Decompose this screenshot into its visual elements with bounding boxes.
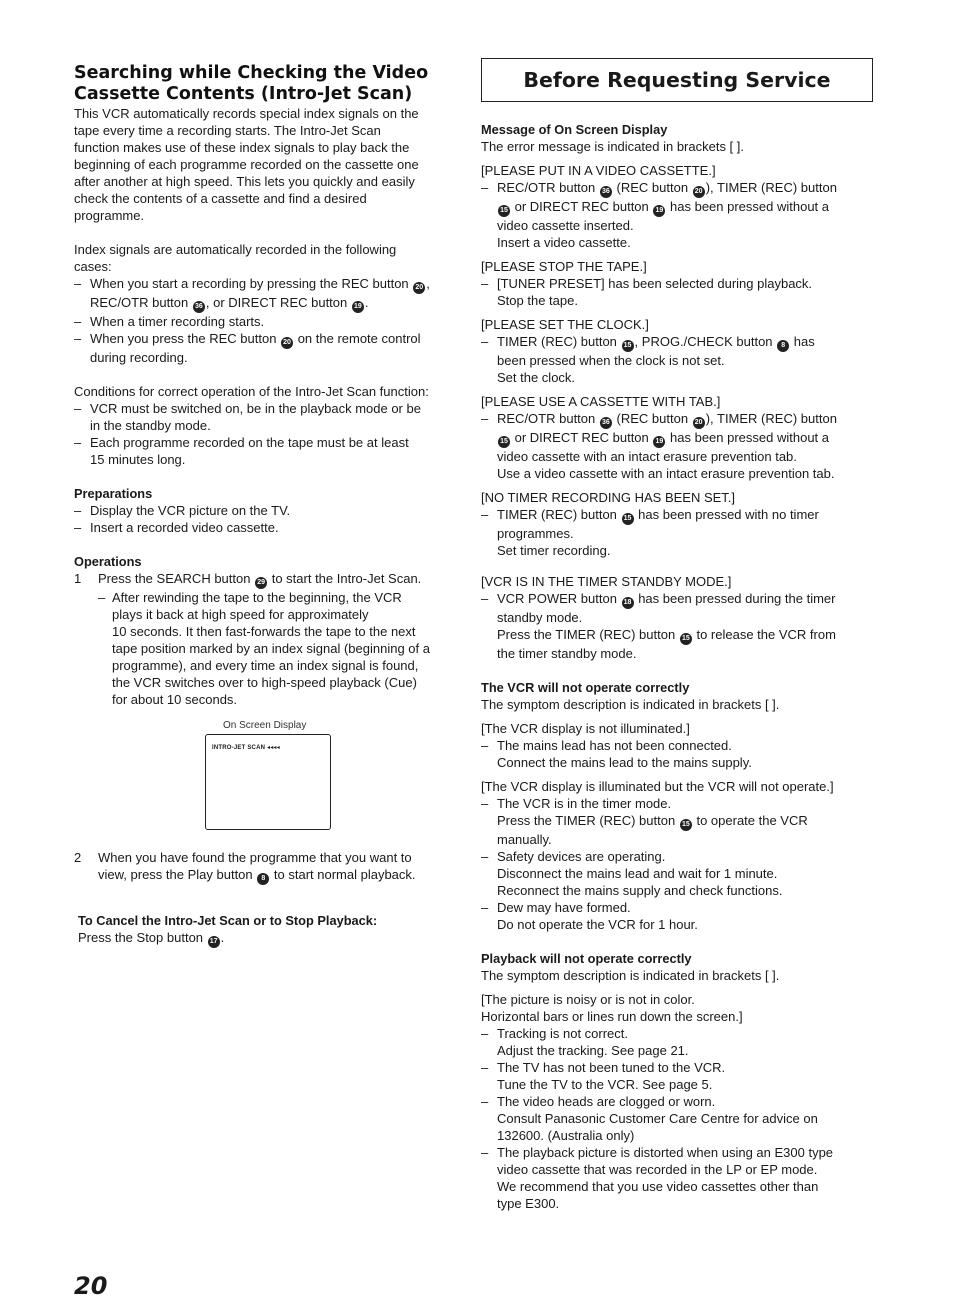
cancel-text-body: Press the Stop button — [78, 930, 204, 945]
symptom-line: Connect the mains lead to the mains supply. — [497, 755, 752, 770]
symptom-line: manually. — [497, 832, 552, 847]
vcr-heading: The VCR will not operate correctly — [481, 680, 690, 695]
message-line: Stop the tape. — [497, 293, 578, 308]
rec-button-icon: 20 — [413, 282, 425, 294]
conditions-intro: Conditions for correct operation of the Intro-Jet Scan function: — [74, 384, 429, 399]
intro-line: function makes use of these index signals to play back the — [74, 140, 410, 155]
rec-otr-button-icon: 36 — [193, 301, 205, 313]
index-case-1: – When you start a recording by pressing the REC button 20 , REC/OTR button 36 , or DIRECT REC button 19 . — [74, 275, 466, 313]
playback-line: We recommend that you use video cassettes other than — [497, 1179, 819, 1194]
message-line — [481, 410, 873, 429]
message-text: has — [793, 334, 815, 349]
rec-otr-button-icon: 36 — [600, 186, 612, 198]
playback-item — [481, 1025, 873, 1059]
search-button-icon: 29 — [255, 577, 267, 589]
playback-line: Adjust the tracking. See page 21. — [497, 1043, 689, 1058]
cancel-heading: To Cancel the Intro-Jet Scan or to Stop Playback: — [78, 913, 378, 928]
symptom-line: – The mains lead has not been connected. — [481, 737, 873, 754]
message-line: Set timer recording. — [497, 543, 611, 558]
message-line — [481, 429, 873, 448]
playback-item — [481, 1059, 873, 1093]
symptom-line: Reconnect the mains supply and check functions. — [497, 883, 783, 898]
index-case-3-text-b: on the remote control — [297, 331, 421, 346]
message-text: REC/OTR button — [497, 411, 596, 426]
message-text: VCR POWER button — [497, 591, 617, 606]
direct-rec-button-icon: 19 — [653, 436, 665, 448]
symptom-line: Do not operate the VCR for 1 hour. — [497, 917, 698, 932]
symptom-line: – Safety devices are operating. — [481, 848, 873, 865]
step-2-text-c: to start normal playback. — [273, 867, 416, 882]
timer-rec-button-icon: 15 — [622, 340, 634, 352]
message-text: has been pressed during the timer — [638, 591, 836, 606]
intro-line: programme. — [74, 208, 145, 223]
message-bracket: [PLEASE USE A CASSETTE WITH TAB.] — [481, 394, 721, 409]
right-column — [481, 58, 873, 1212]
section-heading — [74, 63, 466, 105]
preparation-item: – Insert a recorded video cassette. — [74, 519, 466, 536]
detail-line: the VCR switches over to high-speed playback (Cue) — [112, 675, 417, 690]
step-number: 1 — [74, 571, 82, 586]
message-line: Use a video cassette with an intact erasure prevention tab. — [497, 466, 835, 481]
step-1-text: Press the SEARCH button — [98, 571, 251, 586]
rec-otr-button-icon: 36 — [600, 417, 612, 429]
vcr-intro: The symptom description is indicated in brackets [ ]. — [481, 697, 780, 712]
message-line: programmes. — [497, 526, 574, 541]
remote-rec-button-icon: 20 — [281, 337, 293, 349]
condition-line: – Each programme recorded on the tape must be at least — [90, 435, 409, 450]
playback-line: – The playback picture is distorted when using an E300 type — [497, 1145, 834, 1160]
condition-item — [74, 400, 466, 434]
symptom-bracket: [The VCR display is illuminated but the VCR will not operate.] — [481, 779, 834, 794]
playback-line: video cassette that was recorded in the LP or EP mode. — [497, 1162, 818, 1177]
message-item-6 — [481, 573, 873, 662]
symptom-line: – Dew may have formed. — [481, 899, 873, 916]
playback-line: 132600. (Australia only) — [497, 1128, 635, 1143]
detail-line: for about 10 seconds. — [112, 692, 238, 707]
index-line: cases: — [74, 259, 112, 274]
stop-button-icon: 17 — [208, 936, 220, 948]
symptom-bracket: [The VCR display is not illuminated.] — [481, 721, 690, 736]
message-bracket: [PLEASE SET THE CLOCK.] — [481, 317, 649, 332]
message-line: been pressed when the clock is not set. — [497, 353, 725, 368]
playback-line: – The TV has not been tuned to the VCR. — [497, 1060, 726, 1075]
condition-line: 15 minutes long. — [90, 452, 186, 467]
message-line — [481, 626, 873, 645]
condition-line: – VCR must be switched on, be in the playback mode or be — [90, 401, 421, 416]
intro-line: beginning of each programme recorded on the cassette one — [74, 157, 419, 172]
index-case-1-text-b: REC/OTR button — [90, 295, 189, 310]
rec-button-icon: 20 — [693, 417, 705, 429]
message-line — [481, 590, 873, 609]
condition-item — [74, 434, 466, 468]
step-1-detail — [98, 589, 466, 708]
step-2 — [74, 849, 466, 885]
heading-line-2: Cassette Contents (Intro-Jet Scan) — [74, 84, 413, 104]
page-number: 20 — [74, 1272, 108, 1300]
detail-line: plays it back at high speed for approximately — [112, 607, 369, 622]
message-text: has been pressed without a — [670, 430, 830, 445]
intro-line: This VCR automatically records special index signals on the — [74, 106, 419, 121]
index-case-1-text: When you start a recording by pressing the REC button — [90, 276, 409, 291]
message-line: the timer standby mode. — [497, 646, 637, 661]
playback-heading: Playback will not operate correctly — [481, 951, 692, 966]
message-text: to release the VCR from — [696, 627, 836, 642]
message-text: ), TIMER (REC) button — [705, 411, 837, 426]
playback-line: Tune the TV to the VCR. See page 5. — [497, 1077, 713, 1092]
message-line: standby mode. — [497, 610, 583, 625]
timer-rec-button-icon: 15 — [680, 633, 692, 645]
service-title-box — [481, 58, 873, 102]
message-heading: Message of On Screen Display — [481, 122, 668, 137]
step-1 — [74, 570, 466, 708]
index-case-1-text-c: , or DIRECT REC button — [205, 295, 348, 310]
left-column-lower — [74, 849, 466, 948]
intro-line: after another at high speed. This lets you quickly and easily — [74, 174, 415, 189]
message-item-4 — [481, 393, 873, 482]
condition-line: in the standby mode. — [90, 418, 211, 433]
playback-line: – Tracking is not correct. — [497, 1026, 629, 1041]
direct-rec-button-icon: 19 — [352, 301, 364, 313]
playback-line: type E300. — [497, 1196, 560, 1211]
intro-line: check the contents of a cassette and find a desired — [74, 191, 367, 206]
message-bracket: [VCR IS IN THE TIMER STANDBY MODE.] — [481, 574, 732, 589]
rec-button-icon: 20 — [693, 186, 705, 198]
timer-rec-button-icon: 15 — [622, 513, 634, 525]
playback-item — [481, 1093, 873, 1144]
step-2-text: When you have found the programme that you want to — [98, 850, 412, 865]
prog-check-button-icon: 8 — [777, 340, 789, 352]
timer-rec-button-icon: 15 — [680, 819, 692, 831]
message-line — [481, 333, 873, 352]
message-text: , PROG./CHECK button — [634, 334, 773, 349]
intro-paragraph — [74, 105, 466, 224]
message-item-2 — [481, 258, 873, 309]
message-line — [481, 506, 873, 525]
symptom-line: – The VCR is in the timer mode. — [481, 795, 873, 812]
index-line: Index signals are automatically recorded in the following — [74, 242, 397, 257]
message-line: video cassette with an intact erasure prevention tab. — [497, 449, 797, 464]
conditions-paragraph — [74, 383, 466, 468]
index-case-3-text: When you press the REC button — [90, 331, 277, 346]
index-case-2: – When a timer recording starts. — [74, 313, 466, 330]
timer-rec-button-icon: 15 — [498, 205, 510, 217]
symptom-line: Disconnect the mains lead and wait for 1 minute. — [497, 866, 778, 881]
playback-line: – The video heads are clogged or worn. — [497, 1094, 716, 1109]
left-column — [74, 63, 466, 708]
service-title: Before Requesting Service — [523, 67, 831, 92]
detail-line: – After rewinding the tape to the beginning, the VCR — [112, 590, 402, 605]
step-2-text-b: view, press the Play button — [98, 867, 253, 882]
play-button-icon: 8 — [257, 873, 269, 885]
message-bracket: [PLEASE STOP THE TAPE.] — [481, 259, 647, 274]
playback-intro: The symptom description is indicated in brackets [ ]. — [481, 968, 780, 983]
message-item-1 — [481, 162, 873, 251]
heading-line-1: Searching while Checking the Video — [74, 63, 429, 83]
symptom-text: to operate the VCR — [696, 813, 808, 828]
preparation-item: – Display the VCR picture on the TV. — [74, 502, 466, 519]
message-item-5 — [481, 489, 873, 559]
message-text: TIMER (REC) button — [497, 334, 617, 349]
detail-line: 10 seconds. It then fast-forwards the tape to the next — [112, 624, 416, 639]
detail-line: programme), and every time an index signal is found, — [112, 658, 419, 673]
on-screen-display-illustration — [205, 720, 335, 834]
message-text: REC/OTR button — [497, 180, 596, 195]
intro-line: tape every time a recording starts. The Intro-Jet Scan — [74, 123, 381, 138]
operations-heading: Operations — [74, 554, 142, 569]
cancel-text: Press the Stop button 17 . — [74, 929, 466, 948]
message-text: (REC button — [616, 411, 689, 426]
message-text: has been pressed with no timer — [638, 507, 819, 522]
message-bracket: [NO TIMER RECORDING HAS BEEN SET.] — [481, 490, 736, 505]
symptom-bracket: Horizontal bars or lines run down the screen.] — [481, 1009, 743, 1024]
tv-screen — [205, 734, 331, 830]
message-line — [481, 198, 873, 217]
index-case-3 — [74, 330, 466, 366]
osd-intro-jet-text: INTRO-JET SCAN ◂◂◂◂ — [212, 745, 280, 751]
message-text: has been pressed without a — [670, 199, 830, 214]
message-text: TIMER (REC) button — [497, 507, 617, 522]
direct-rec-button-icon: 19 — [653, 205, 665, 217]
symptom-bracket: [The picture is noisy or is not in color. — [481, 992, 695, 1007]
playback-line: Consult Panasonic Customer Care Centre for advice on — [497, 1111, 818, 1126]
message-line: – [TUNER PRESET] has been selected during playback. — [481, 275, 873, 292]
message-text: or DIRECT REC button — [514, 430, 649, 445]
index-case-3-text-c: during recording. — [90, 350, 188, 365]
index-signal-paragraph — [74, 241, 466, 366]
detail-line: tape position marked by an index signal (beginning of a — [112, 641, 430, 656]
preparations-heading: Preparations — [74, 486, 153, 501]
message-intro: The error message is indicated in brackets [ ]. — [481, 139, 745, 154]
playback-item — [481, 1144, 873, 1212]
symptom-line — [481, 812, 873, 831]
message-line — [481, 179, 873, 198]
message-text: (REC button — [616, 180, 689, 195]
message-item-3 — [481, 316, 873, 386]
message-bracket: [PLEASE PUT IN A VIDEO CASSETTE.] — [481, 163, 716, 178]
step-number: 2 — [74, 850, 82, 865]
message-line: Insert a video cassette. — [497, 235, 631, 250]
message-line: Set the clock. — [497, 370, 576, 385]
message-text: ), TIMER (REC) button — [705, 180, 837, 195]
vcr-power-button-icon: 18 — [622, 597, 634, 609]
timer-rec-button-icon: 15 — [498, 436, 510, 448]
osd-caption: On Screen Display — [223, 720, 307, 731]
message-text: Press the TIMER (REC) button — [497, 627, 676, 642]
step-1-text-b: to start the Intro-Jet Scan. — [271, 571, 422, 586]
message-line: video cassette inserted. — [497, 218, 634, 233]
message-text: or DIRECT REC button — [514, 199, 649, 214]
symptom-text: Press the TIMER (REC) button — [497, 813, 676, 828]
